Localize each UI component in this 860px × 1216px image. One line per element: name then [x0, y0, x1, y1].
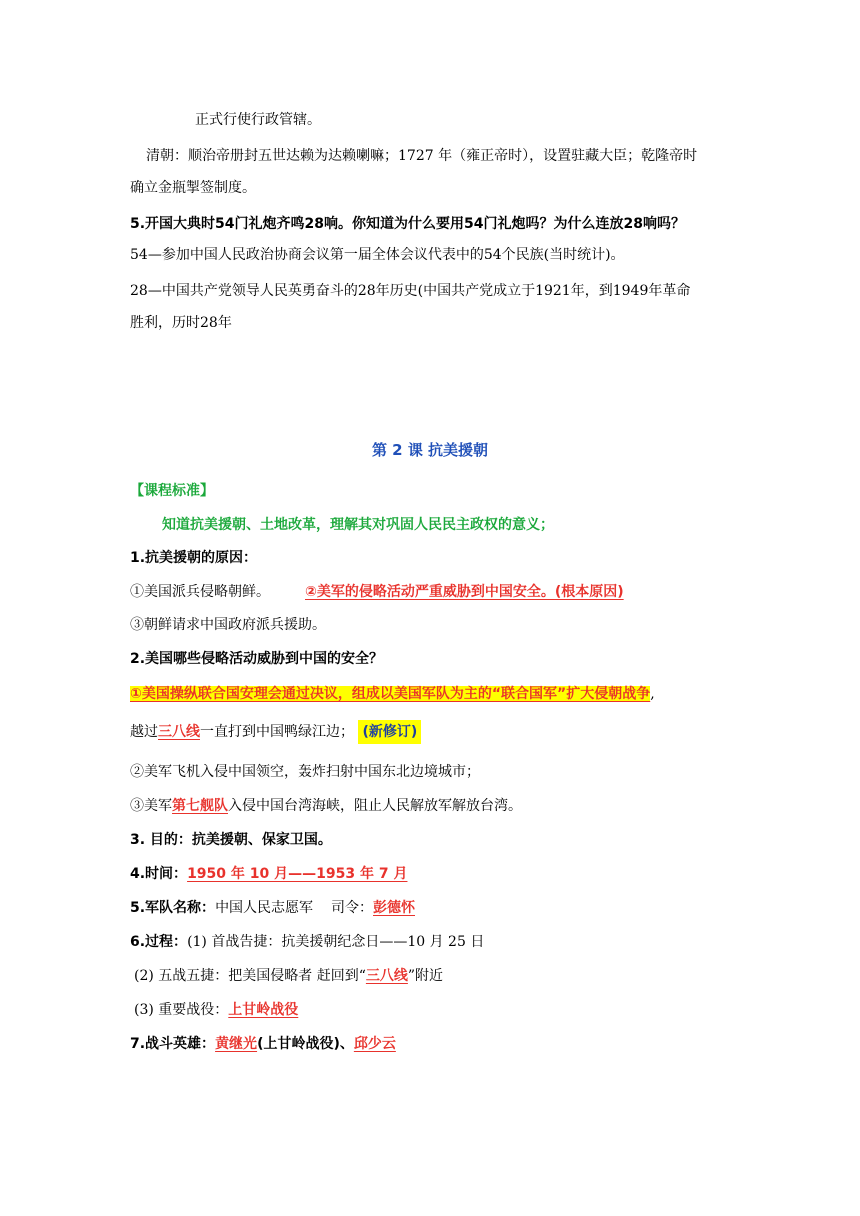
commander [331, 897, 415, 919]
section-1-heading: 1.抗美援朝的原因： [130, 550, 258, 566]
38th-parallel-term: 三八线 [158, 724, 200, 740]
process-38th-parallel: 三八线 [365, 968, 408, 984]
time-value: 1950 年 10 月——1953 年 7 月 [187, 866, 408, 882]
cross-prefix: 越过 [130, 724, 158, 740]
process-step-2-suffix: ”附近 [407, 968, 444, 984]
section-3-purpose: 3. 目的：抗美援朝、保家卫国。 [130, 832, 332, 848]
section-5-army [130, 897, 313, 919]
answer-54: 54—参加中国人民政治协商会议第一届全体会议代表中的54个民族(当时统计)。 [130, 247, 625, 263]
lesson-title: 第 2 课 抗美援朝 [371, 441, 489, 459]
time-label: 4.时间： [130, 866, 188, 882]
activity-2: ②美军飞机入侵中国领空，轰炸扫射中国东北边境城市； [130, 764, 480, 780]
army-label: 5.军队名称： [130, 900, 216, 916]
commander-label: 司令： [331, 900, 373, 916]
cross-suffix: 一直打到中国鸭绿江边； [200, 724, 354, 740]
reason-2-root-cause: ②美军的侵略活动严重威胁到中国安全。(根本原因) [305, 584, 624, 600]
seventh-fleet-term: 第七舰队 [172, 798, 228, 814]
reason-1: ①美国派兵侵略朝鲜。 [130, 584, 270, 600]
highlight-trailing-comma: , [650, 686, 655, 702]
curriculum-standard-text: 知道抗美援朝、土地改革，理解其对巩固人民民主政权的意义； [162, 517, 554, 533]
cross-38th-parallel-line [130, 721, 421, 743]
army-name: 中国人民志愿军 [215, 900, 314, 916]
answer-28-line-1: 28—中国共产党领导人民英勇奋斗的28年历史(中国共产党成立于1921年，到1949年革命 [130, 283, 691, 299]
answer-28-line-2: 胜利，历时28年 [130, 315, 232, 331]
highlighted-activity-1: ①美国操纵联合国安理会通过决议，组成以美国军队为主的“联合国军”扩大侵朝战争 [130, 686, 651, 702]
prev-line-1: 正式行使行政管辖。 [195, 112, 321, 128]
shangganling-battle: 上甘岭战役 [228, 1002, 299, 1018]
heroes-battle-note: (上甘岭战役)、 [257, 1036, 354, 1052]
section-4-time [130, 863, 407, 885]
process-step-3-prefix: (3) 重要战役： [134, 1002, 229, 1018]
prev-line-2: 清朝：顺治帝册封五世达赖为达赖喇嘛；1727 年（雍正帝时），设置驻藏大臣；乾隆帝时 [146, 148, 698, 164]
activity-3-prefix: ③美军 [130, 798, 172, 814]
section-6-process [130, 931, 484, 953]
hero-huang-jiguang: 黄继光 [215, 1036, 258, 1052]
process-step-3 [134, 999, 298, 1021]
activity-3 [130, 795, 522, 817]
section-7-heroes [130, 1033, 396, 1055]
highlighted-activity-line [130, 683, 655, 705]
prev-line-3: 确立金瓶掣签制度。 [130, 180, 256, 196]
process-label: 6.过程： [130, 934, 188, 950]
question-5: 5.开国大典时54门礼炮齐鸣28响。你知道为什么要用54门礼炮吗？为什么连放28响吗？ [130, 216, 685, 232]
process-step-1: (1) 首战告捷：抗美援朝纪念日——10 月 25 日 [187, 934, 485, 950]
section-2-heading: 2.美国哪些侵略活动威胁到中国的安全？ [130, 651, 384, 667]
process-step-2-prefix: (2) 五战五捷：把美国侵略者 赶回到“ [134, 968, 366, 984]
heroes-label: 7.战斗英雄： [130, 1036, 216, 1052]
reason-3: ③朝鲜请求中国政府派兵援助。 [130, 617, 326, 633]
commander-name: 彭德怀 [373, 900, 415, 916]
newly-revised-badge: (新修订) [358, 720, 421, 744]
curriculum-standard-label: 【课程标准】 [130, 483, 214, 499]
process-step-2 [134, 965, 443, 987]
hero-qiu-shaoyun: 邱少云 [353, 1036, 396, 1052]
activity-3-suffix: 入侵中国台湾海峡，阻止人民解放军解放台湾。 [228, 798, 522, 814]
